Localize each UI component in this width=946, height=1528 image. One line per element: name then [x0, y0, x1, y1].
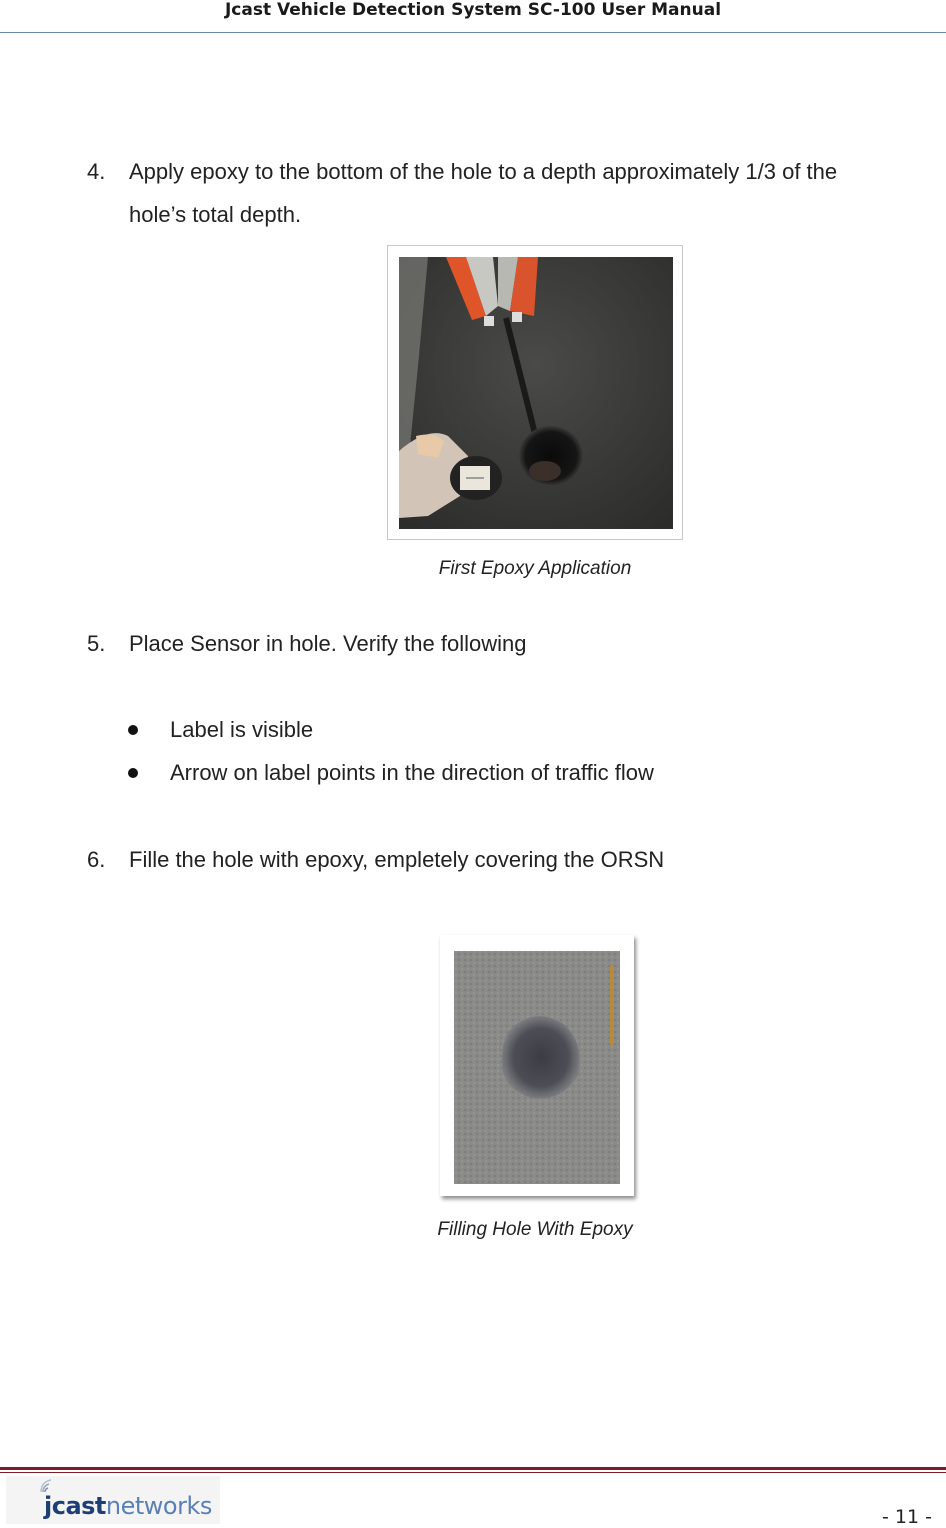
bullet-text: Arrow on label points in the direction of traffic flow	[170, 760, 654, 785]
footer-divider-thin	[0, 1472, 946, 1473]
logo-wordmark	[44, 1492, 212, 1520]
first-epoxy-photo-image	[388, 246, 682, 539]
step-text: Fille the hole with epoxy, empletely covering the ORSN	[129, 847, 665, 872]
step-text-line2: hole’s total depth.	[129, 202, 302, 227]
step-number: 4.	[87, 159, 106, 184]
step-number: 6.	[87, 847, 106, 872]
first-epoxy-photo	[387, 245, 683, 540]
page-number: - 11 -	[882, 1506, 932, 1528]
bullet-text: Label is visible	[170, 717, 314, 742]
step-text-line1: Apply epoxy to the bottom of the hole to a depth approximately 1/3 of the	[129, 159, 838, 184]
filling-hole-photo-image	[440, 935, 634, 1196]
logo-text-networks: networks	[105, 1492, 212, 1520]
bullet-icon	[128, 768, 138, 778]
footer-divider-thick	[0, 1467, 946, 1470]
step-text: Place Sensor in hole. Verify the following	[129, 631, 527, 656]
document-header-title: Jcast Vehicle Detection System SC-100 User Manual	[224, 0, 722, 20]
figure-caption-2: Filling Hole With Epoxy	[437, 1219, 633, 1240]
logo-text-jcast: jcast	[44, 1492, 106, 1520]
filling-hole-photo	[440, 935, 634, 1196]
header-divider	[0, 32, 946, 33]
step-number: 5.	[87, 631, 106, 656]
bullet-icon	[128, 725, 138, 735]
figure-caption-1: First Epoxy Application	[438, 558, 632, 579]
company-logo	[6, 1476, 220, 1524]
